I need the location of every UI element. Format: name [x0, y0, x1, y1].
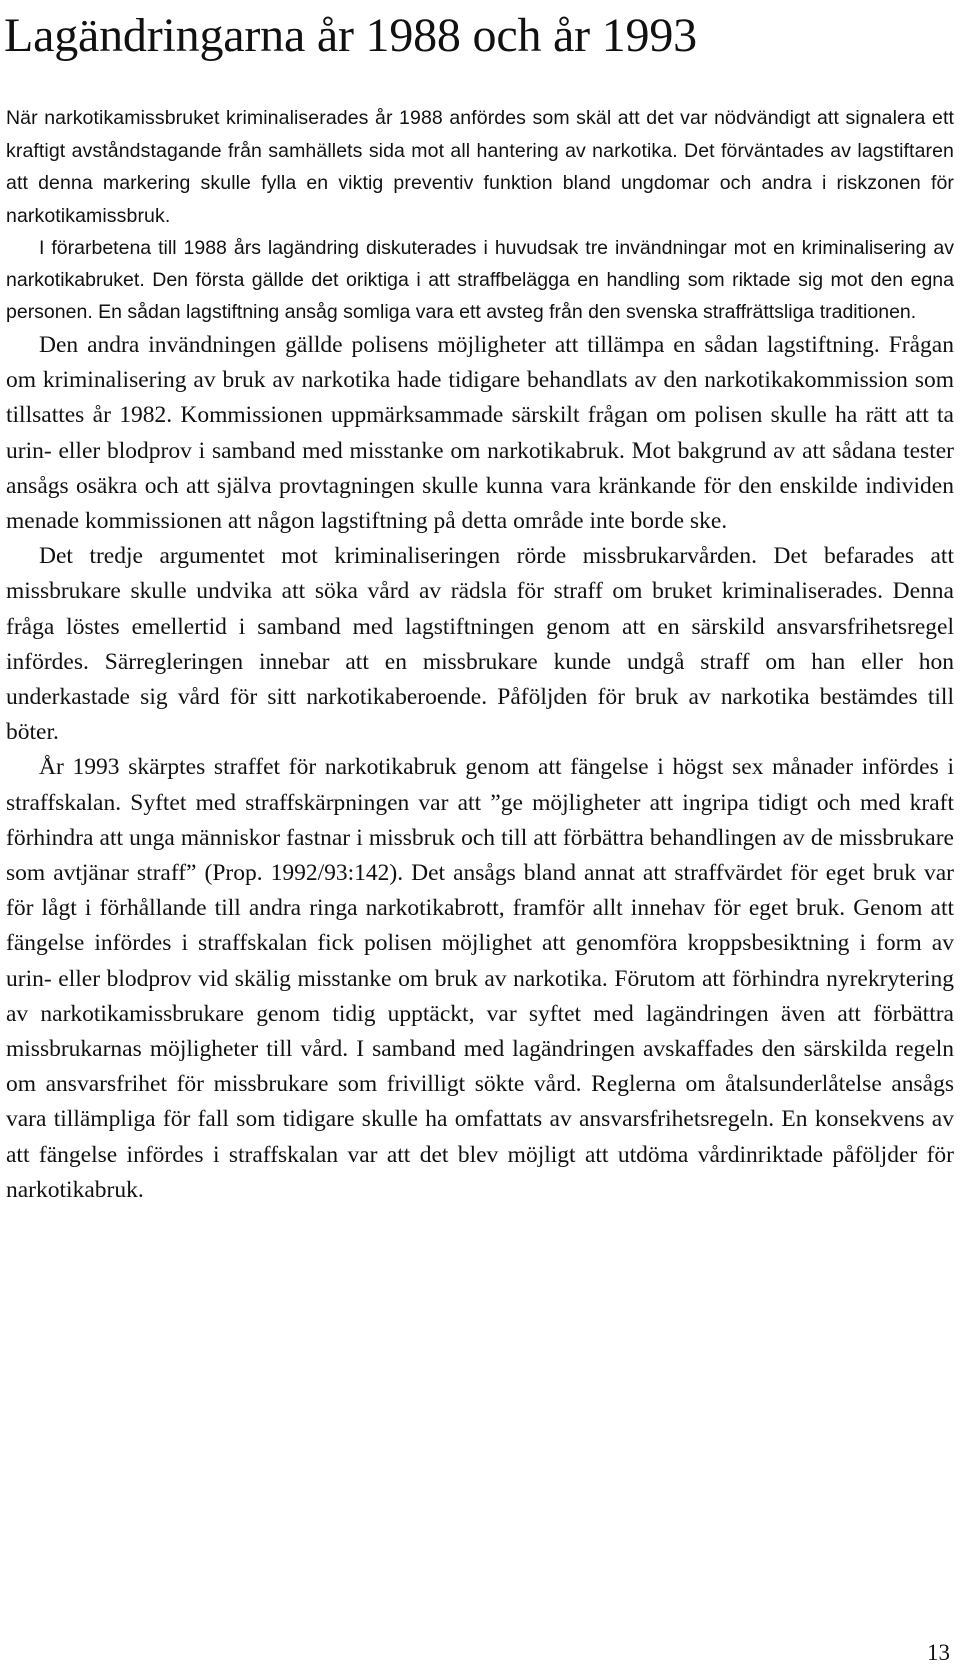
page-title: Lagändringarna år 1988 och år 1993 — [4, 9, 697, 62]
page-number: 13 — [927, 1640, 950, 1665]
paragraph-2: I förarbetena till 1988 års lagändring diskuterades i huvudsak tre invändningar mot en kriminalisering av narkotikabruket. Den första gällde det oriktiga i att straffbelägga en handling som riktade sig mot den egna personen. En sådan lagstiftning ansåg somliga vara ett avsteg från den svenska straffrättsliga traditionen. — [6, 237, 954, 323]
body-text — [6, 102, 954, 1208]
paragraph-1: När narkotikamissbruket kriminaliserades år 1988 anfördes som skäl att det var nödvändigt att signalera ett kraftigt avståndstagande från samhällets sida mot all hantering av narkotika. Det förväntades av lagstiftaren att denna markering skulle fylla en viktig preventiv funktion bland ungdomar och andra i riskzonen för narkotikamissbruk. — [6, 107, 954, 227]
paragraph-3: Den andra invändningen gällde polisens möjligheter att tillämpa en sådan lagstiftning. Frågan om kriminalisering av bruk av narkotika hade tidigare behandlats av den narkotikakommission som tillsattes år 1982. Kommissionen uppmärksammade särskilt frågan om polisen skulle ha rätt att ta urin- eller blodprov i samband med misstanke om narkotikabruk. Mot bakgrund av att sådana tester ansågs osäkra och att själva provtagningen skulle kunna vara kränkande för den enskilde individen menade kommissionen att någon lagstiftning på detta område inte borde ske. — [6, 332, 954, 535]
paragraph-5: År 1993 skärptes straffet för narkotikabruk genom att fängelse i högst sex månader infördes i straffskalan. Syftet med straffskärpningen var att ”ge möjligheter att ingripa tidigt och med kraft förhindra att unga människor fastnar i missbruk och till att förbättra behandlingen av de missbrukare som avtjänar straff” (Prop. 1992/93:142). Det ansågs bland annat att straffvärdet för eget bruk var för lågt i förhållande till andra ringa narkotikabrott, framför allt innehav för eget bruk. Genom att fängelse infördes i straffskalan fick polisen möjlighet att genomföra kroppsbesiktning i form av urin- eller blodprov vid skälig misstanke om bruk av narkotika. Förutom att förhindra nyrekrytering av narkotikamissbrukare genom tidig upptäckt, var syftet med lagändringen även att förbättra missbrukarnas möjligheter till vård. I samband med lagändringen avskaffades den särskilda regeln om ansvarsfrihet för missbrukare som frivilligt sökte vård. Reglerna om åtalsunderlåtelse ansågs vara tillämpliga för fall som tidigare skulle ha omfattats av ansvarsfrihetsregeln. En konsekvens av att fängelse infördes i straffskalan var att det blev möjligt att utdöma vårdinriktade påföljder för narkotikabruk. — [6, 754, 954, 1203]
paragraph-4: Det tredje argumentet mot kriminaliseringen rörde missbrukarvården. Det befarades att missbrukare skulle undvika att söka vård av rädsla för straff om bruket kriminaliserades. Denna fråga löstes emellertid i samband med lagstiftningen genom att en särskild ansvarsfrihetsregel infördes. Särregleringen innebar att en missbrukare kunde undgå straff om han eller hon underkastade sig vård för sitt narkotikaberoende. Påföljden för bruk av narkotika bestämdes till böter. — [6, 543, 954, 746]
